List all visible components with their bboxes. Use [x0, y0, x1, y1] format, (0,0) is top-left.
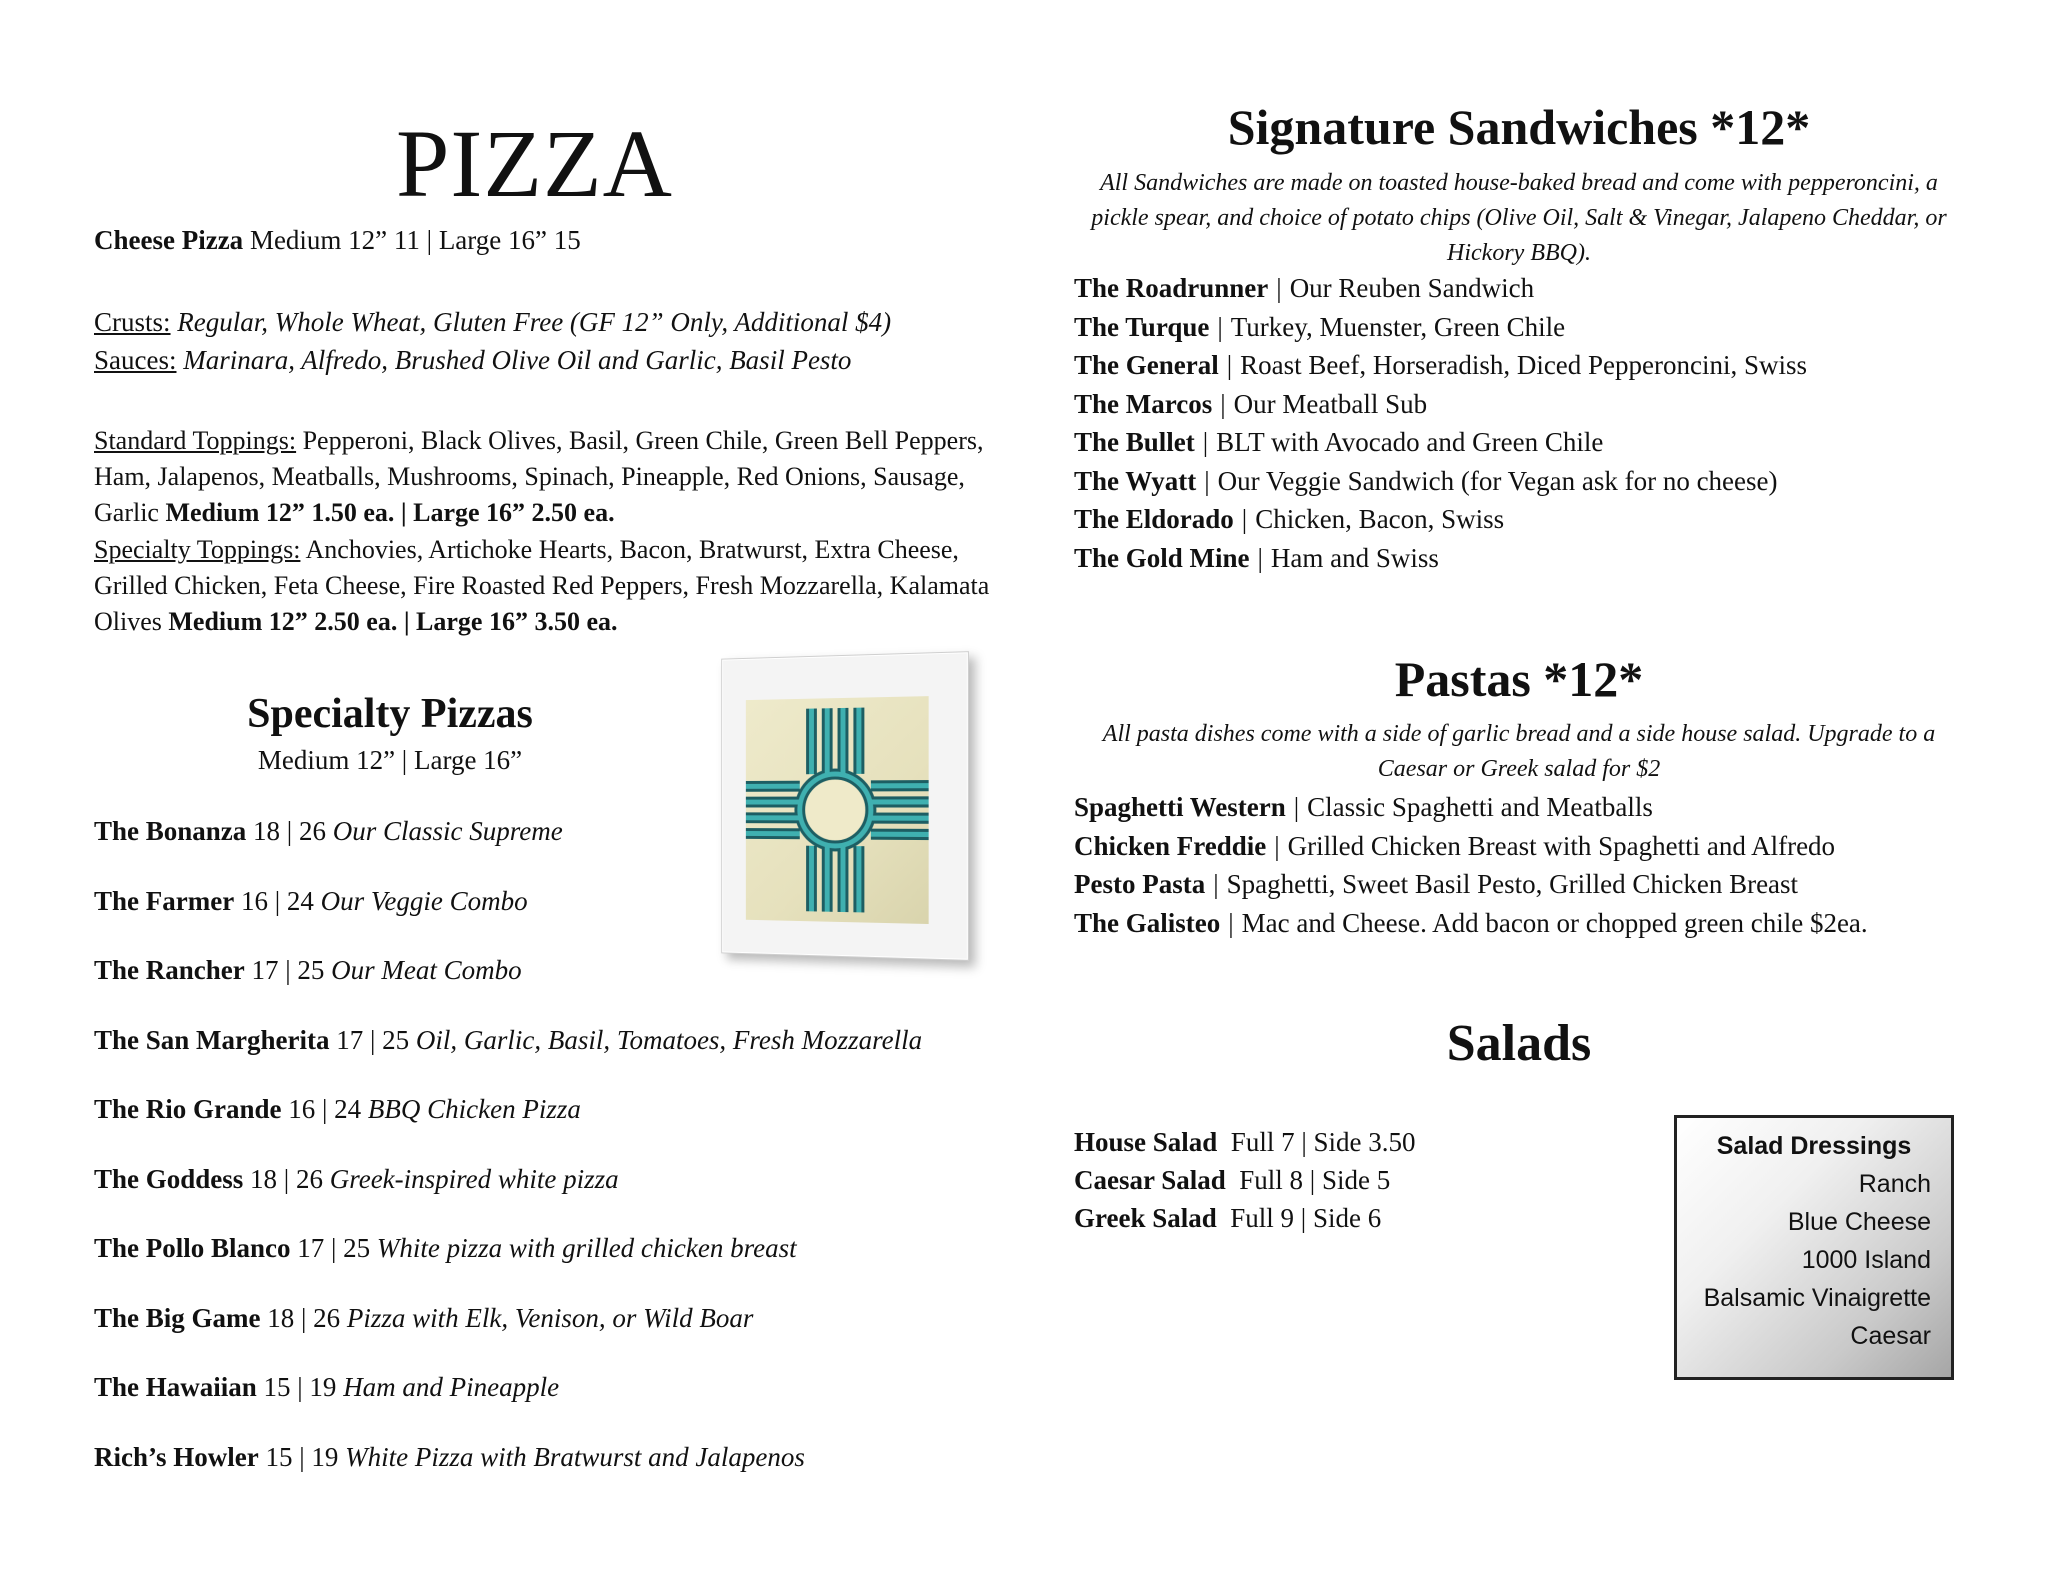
list-item: The Marcos | Our Meatball Sub: [1074, 389, 1428, 419]
pasta-name: Chicken Freddie: [1074, 831, 1267, 861]
list-item: [94, 813, 563, 849]
cheese-pizza-line: [94, 222, 581, 258]
pizza-price: 16 | 24: [240, 886, 314, 916]
list-item: The Galisteo | Mac and Cheese. Add bacon or chopped green chile $2ea.: [1074, 908, 1868, 938]
pizza-price: 17 | 25: [336, 1025, 410, 1055]
pizza-name: The Hawaiian: [94, 1372, 257, 1402]
pizza-title: PIZZA: [396, 110, 673, 217]
crusts-text: Regular, Whole Wheat, Gluten Free (GF 12” Only, Additional $4): [177, 307, 892, 337]
sauces-label: Sauces:: [94, 345, 177, 375]
list-item: The Gold Mine | Ham and Swiss: [1074, 543, 1439, 573]
salad-price: Full 7 | Side 3.50: [1230, 1127, 1416, 1157]
pizza-name: The Goddess: [94, 1164, 244, 1194]
cheese-pizza-name: Cheese Pizza: [94, 225, 244, 255]
sandwich-name: The Eldorado: [1074, 504, 1234, 534]
dressing-item: Ranch: [1858, 1170, 1931, 1198]
sandwich-desc: Roast Beef, Horseradish, Diced Pepperoncini, Swiss: [1240, 350, 1808, 380]
salad-price: Full 9 | Side 6: [1230, 1203, 1382, 1233]
specialty-pizzas-subtitle: Medium 12” | Large 16”: [257, 745, 523, 775]
pizza-name: The Rio Grande: [94, 1094, 282, 1124]
list-item: The General | Roast Beef, Horseradish, Diced Pepperoncini, Swiss: [1074, 350, 1808, 380]
sandwich-desc: Our Reuben Sandwich: [1289, 273, 1535, 303]
sandwich-name: The Marcos: [1074, 389, 1213, 419]
pizza-desc: Pizza with Elk, Venison, or Wild Boar: [346, 1303, 754, 1333]
salad-dressings-box: [1674, 1115, 1954, 1380]
standard-toppings-label: Standard Toppings:: [94, 426, 297, 455]
specialty-toppings: [94, 532, 994, 640]
list-item: [94, 1369, 559, 1405]
sandwich-name: The Gold Mine: [1074, 543, 1250, 573]
list-item: [94, 1022, 922, 1058]
dressing-item: Caesar: [1850, 1322, 1931, 1350]
cheese-pizza-sizes: Medium 12” 11 | Large 16” 15: [249, 225, 581, 255]
list-item: The Eldorado | Chicken, Bacon, Swiss: [1074, 504, 1505, 534]
list-item: [1074, 1162, 1390, 1198]
list-item: [94, 1439, 805, 1475]
pizza-desc: Greek-inspired white pizza: [329, 1164, 619, 1194]
sauces-line: [94, 342, 851, 378]
sandwich-name: The General: [1074, 350, 1219, 380]
list-item: Pesto Pasta | Spaghetti, Sweet Basil Pesto, Grilled Chicken Breast: [1074, 869, 1799, 899]
list-item: [94, 952, 522, 988]
list-item: [94, 1230, 797, 1266]
pizza-name: The Rancher: [94, 955, 245, 985]
pizza-desc: Oil, Garlic, Basil, Tomatoes, Fresh Mozzarella: [415, 1025, 923, 1055]
pizza-price: 17 | 25: [251, 955, 325, 985]
salad-name: House Salad: [1074, 1127, 1218, 1157]
list-item: The Bullet | BLT with Avocado and Green Chile: [1074, 427, 1604, 457]
pizza-desc: Ham and Pineapple: [343, 1372, 560, 1402]
salad-price: Full 8 | Side 5: [1239, 1165, 1391, 1195]
list-item: [94, 1300, 753, 1336]
sandwich-desc: Our Veggie Sandwich (for Vegan ask for no cheese): [1217, 466, 1778, 496]
dressing-item: 1000 Island: [1801, 1246, 1931, 1274]
pizza-desc: BBQ Chicken Pizza: [367, 1094, 581, 1124]
specialty-toppings-price: Medium 12” 2.50 ea. | Large 16” 3.50 ea.: [168, 607, 618, 636]
pizza-price: 18 | 26: [267, 1303, 341, 1333]
pastas-intro: All pasta dishes come with a side of garlic bread and a side house salad. Upgrade to a Caesar or Greek salad for $2: [1102, 721, 1936, 782]
pizza-price: 15 | 19: [265, 1442, 339, 1472]
pasta-name: Pesto Pasta: [1074, 869, 1206, 899]
list-item: The Roadrunner | Our Reuben Sandwich: [1074, 273, 1535, 303]
pasta-desc: Mac and Cheese. Add bacon or chopped green chile $2ea.: [1241, 908, 1868, 938]
pasta-desc: Grilled Chicken Breast with Spaghetti and Alfredo: [1287, 831, 1836, 861]
zia-sun-icon: [746, 696, 929, 924]
standard-toppings-price: Medium 12” 1.50 ea. | Large 16” 2.50 ea.: [165, 498, 615, 527]
pasta-desc: Classic Spaghetti and Meatballs: [1307, 792, 1653, 822]
pizza-price: 15 | 19: [263, 1372, 337, 1402]
pizza-desc: Our Meat Combo: [331, 955, 522, 985]
pastas-title: Pastas *12*: [1394, 651, 1644, 707]
sandwiches-title: Signature Sandwiches *12*: [1227, 99, 1811, 155]
salad-dressings-title: Salad Dressings: [1716, 1132, 1912, 1160]
pasta-desc: Spaghetti, Sweet Basil Pesto, Grilled Chicken Breast: [1226, 869, 1799, 899]
pizza-price: 16 | 24: [288, 1094, 362, 1124]
pizza-name: The Pollo Blanco: [94, 1233, 291, 1263]
pizza-price: 17 | 25: [297, 1233, 371, 1263]
zia-background: [746, 696, 929, 924]
list-item: Chicken Freddie | Grilled Chicken Breast with Spaghetti and Alfredo: [1074, 831, 1836, 861]
pizza-desc: White Pizza with Bratwurst and Jalapenos: [345, 1442, 805, 1472]
crusts-line: [94, 304, 891, 340]
pizza-desc: White pizza with grilled chicken breast: [376, 1233, 797, 1263]
sauces-text: Marinara, Alfredo, Brushed Olive Oil and Garlic, Basil Pesto: [183, 345, 852, 375]
sandwich-desc: BLT with Avocado and Green Chile: [1216, 427, 1604, 457]
crusts-label: Crusts:: [94, 307, 171, 337]
pizza-desc: Our Classic Supreme: [332, 816, 563, 846]
pizza-name: The Farmer: [94, 886, 235, 916]
pizza-name: The San Margherita: [94, 1025, 330, 1055]
pizza-name: Rich’s Howler: [94, 1442, 259, 1472]
sandwich-name: The Turque: [1074, 312, 1210, 342]
salads-title: Salads: [1446, 1015, 1592, 1072]
standard-toppings: [94, 423, 994, 531]
list-item: [94, 883, 528, 919]
dressing-item: Blue Cheese: [1787, 1208, 1931, 1236]
sandwich-name: The Bullet: [1074, 427, 1195, 457]
sandwiches-intro: All Sandwiches are made on toasted house-baked bread and come with pepperoncini, a pickle spear, and choice of potato chips (Olive Oil, Salt & Vinegar, Jalapeno Cheddar, or Hickory BBQ).: [1091, 170, 1947, 266]
sandwich-desc: Ham and Swiss: [1270, 543, 1439, 573]
dressing-item: Balsamic Vinaigrette: [1703, 1284, 1931, 1312]
standard-toppings-text: Pepperoni, Black Olives, Basil, Green Chile, Green Bell Peppers, Ham, Jalapenos, Meatballs, Mushrooms, Spinach, Pineapple, Red Onions, Sausage, Garlic: [94, 426, 984, 527]
list-item: [94, 1161, 619, 1197]
salad-name: Caesar Salad: [1074, 1165, 1226, 1195]
specialty-toppings-label: Specialty Toppings:: [94, 535, 301, 564]
sandwich-desc: Chicken, Bacon, Swiss: [1255, 504, 1505, 534]
salad-name: Greek Salad: [1074, 1203, 1217, 1233]
zia-symbol-image: [721, 651, 969, 961]
sandwich-name: The Roadrunner: [1074, 273, 1269, 303]
list-item: The Wyatt | Our Veggie Sandwich (for Vegan ask for no cheese): [1074, 466, 1778, 496]
pizza-name: The Big Game: [94, 1303, 261, 1333]
sandwich-desc: Turkey, Muenster, Green Chile: [1230, 312, 1566, 342]
specialty-pizzas-title: Specialty Pizzas: [247, 691, 533, 737]
list-item: The Turque | Turkey, Muenster, Green Chile: [1074, 312, 1566, 342]
list-item: [94, 1091, 581, 1127]
list-item: Spaghetti Western | Classic Spaghetti and Meatballs: [1074, 792, 1653, 822]
pizza-price: 18 | 26: [253, 816, 326, 846]
list-item: [1074, 1200, 1381, 1236]
pizza-desc: Our Veggie Combo: [320, 886, 528, 916]
sandwich-desc: Our Meatball Sub: [1233, 389, 1428, 419]
pasta-name: The Galisteo: [1074, 908, 1221, 938]
pizza-price: 18 | 26: [250, 1164, 323, 1194]
pizza-name: The Bonanza: [94, 816, 247, 846]
specialty-toppings-text: Anchovies, Artichoke Hearts, Bacon, Bratwurst, Extra Cheese, Grilled Chicken, Feta Cheese, Fire Roasted Red Peppers, Fresh Mozzarella, Kalamata Olives: [94, 535, 990, 636]
pasta-name: Spaghetti Western: [1074, 792, 1286, 822]
sandwich-name: The Wyatt: [1074, 466, 1197, 496]
list-item: [1074, 1124, 1415, 1160]
